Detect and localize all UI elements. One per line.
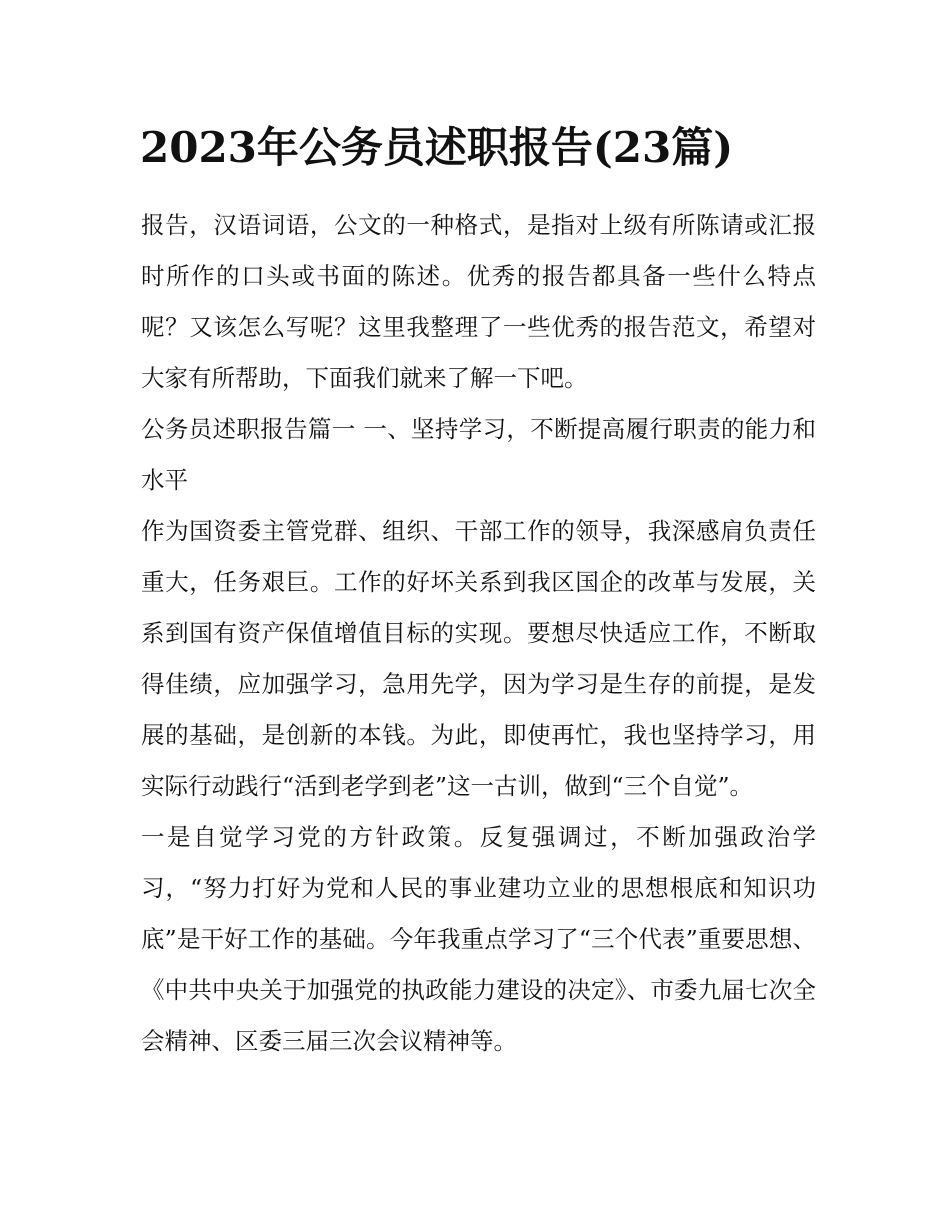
paragraph-study: 作为国资委主管党群、组织、干部工作的领导，我深感肩负责任重大，任务艰巨。工作的好坏关系到我区国企的改革与发展，关系到国有资产保值增值目标的实现。要想尽快适应工作，不断取得佳绩，应加强学习，急用先学，因为学习是生存的前提，是发展的基础，是创新的本钱。为此，即使再忙，我也坚持学习，用实际行动践行“活到老学到老”这一古训，做到“三个自觉”。: [141, 517, 816, 800]
paragraph-policy: 一是自觉学习党的方针政策。反复强调过，不断加强政治学习，“努力打好为党和人民的事业建功立业的思想根底和知识功底”是干好工作的基础。今年我重点学习了“三个代表”重要思想、《中共中央关于加强党的执政能力建设的决定》、市委九届七次全会精神、区委三届三次会议精神等。: [141, 823, 816, 1055]
paragraph-section-heading: 公务员述职报告篇一 一、坚持学习，不断提高履行职责的能力和水平: [141, 415, 816, 494]
paragraph-intro: 报告，汉语词语，公文的一种格式，是指对上级有所陈请或汇报时所作的口头或书面的陈述。优秀的报告都具备一些什么特点呢？又该怎么写呢？这里我整理了一些优秀的报告范文，希望对大家有所帮助，下面我们就来了解一下吧。: [141, 211, 816, 392]
document-body: [141, 200, 816, 1067]
document-title: 2023年公务员述职报告(23篇): [140, 123, 734, 172]
